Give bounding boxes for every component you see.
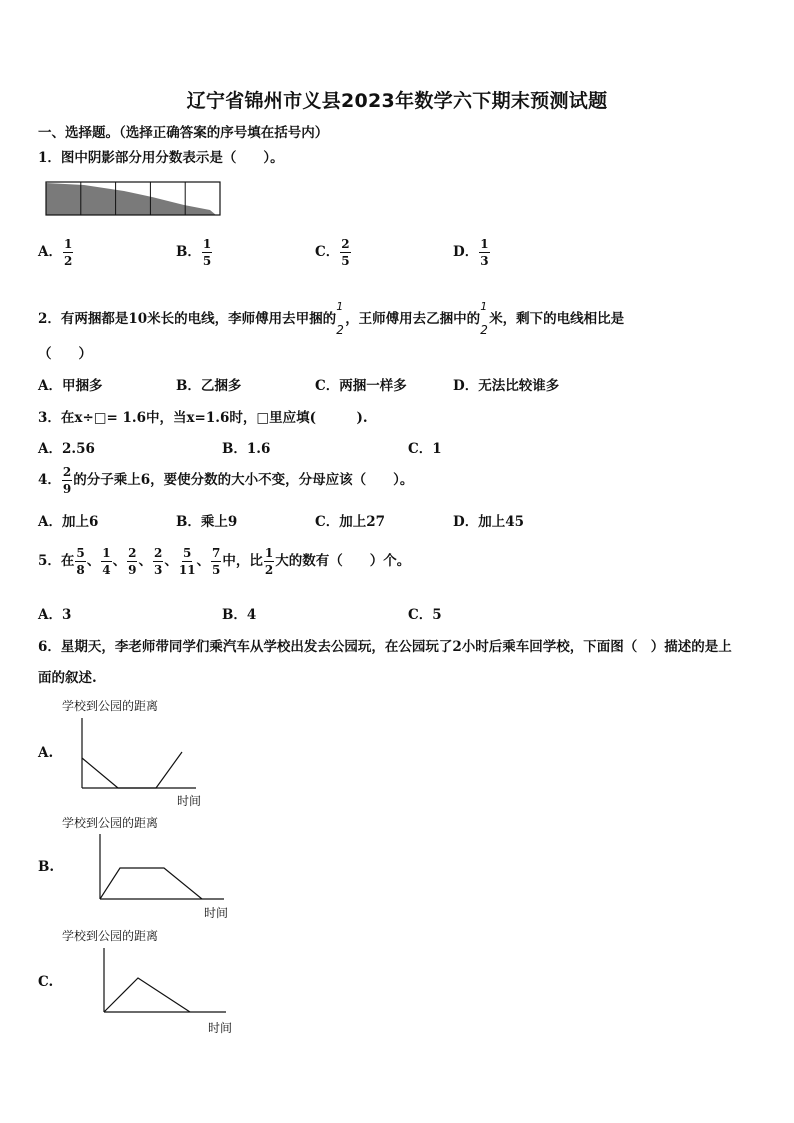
numerator: 1 <box>480 237 489 251</box>
denominator: 3 <box>480 254 489 268</box>
q2-option-b[interactable]: B．乙捆多 <box>176 378 242 394</box>
numerator: 5 <box>183 546 192 560</box>
question-4-stem <box>38 466 413 495</box>
q2-text-part1: 2．有两捆都是10米长的电线，李师傅用去甲捆的 <box>38 311 337 327</box>
question-6-stem-line2: 面的叙述. <box>38 670 97 686</box>
graph-a-xlabel: 时间 <box>177 794 202 808</box>
question-3-stem: 3．在x÷□= 1.6中，当x=1.6时，□里应填( ). <box>38 410 368 426</box>
numerator: 2 <box>128 546 137 560</box>
graph-b-option[interactable]: B. <box>38 859 55 875</box>
q2-option-a[interactable]: A．甲捆多 <box>38 378 103 394</box>
denominator: 2 <box>480 323 488 337</box>
question-5-stem <box>38 547 410 576</box>
distance-line <box>100 868 202 899</box>
q1-option-c[interactable] <box>315 238 352 267</box>
graph-a-ylabel: 学校到公园的距离 <box>62 699 159 713</box>
graph-b-xlabel: 时间 <box>204 906 229 920</box>
graph-b <box>88 828 228 906</box>
denominator: 11 <box>178 563 196 577</box>
separator: 、 <box>138 553 152 569</box>
question-1-stem: 1．图中阴影部分用分数表示是（ ）。 <box>38 150 284 166</box>
denominator: 4 <box>102 563 111 577</box>
option-letter: B． <box>176 244 201 260</box>
denominator: 2 <box>264 563 274 577</box>
q3-option-a[interactable]: A．2.56 <box>38 441 95 457</box>
q4-text: 的分子乘上6，要使分数的大小不变，分母应该（ ）。 <box>73 472 414 488</box>
fraction <box>63 238 73 267</box>
q5-option-c[interactable]: C．5 <box>408 607 442 623</box>
fraction <box>153 547 163 576</box>
fraction <box>211 547 221 576</box>
fraction <box>127 547 137 576</box>
fraction <box>264 547 274 576</box>
numerator: 2 <box>341 237 350 251</box>
denominator: 2 <box>336 323 344 337</box>
numerator: 1 <box>336 300 344 313</box>
section-heading: 一、选择题。（选择正确答案的序号填在括号内） <box>38 125 329 141</box>
graph-c-xlabel: 时间 <box>208 1021 233 1035</box>
q4-option-a[interactable]: A．加上6 <box>38 514 99 530</box>
shaded-region <box>46 183 216 215</box>
fraction <box>62 466 72 495</box>
q5-suffix: 大的数有（ ）个。 <box>275 553 411 569</box>
option-letter: A． <box>38 244 62 260</box>
graph-c-ylabel: 学校到公园的距离 <box>62 929 159 943</box>
q4-option-c[interactable]: C．加上27 <box>315 514 386 530</box>
graph-a-option[interactable]: A. <box>38 745 54 761</box>
fraction <box>179 547 196 576</box>
q1-option-a[interactable] <box>38 238 74 267</box>
q5-mid: 中，比 <box>222 553 263 569</box>
q4-option-b[interactable]: B．乘上9 <box>176 514 238 530</box>
separator: 、 <box>164 553 178 569</box>
q1-option-b[interactable] <box>176 238 213 267</box>
graph-b-ylabel: 学校到公园的距离 <box>62 816 159 830</box>
numerator: 7 <box>212 546 221 560</box>
denominator: 9 <box>62 482 72 496</box>
distance-line <box>82 752 182 788</box>
question-2-stem <box>38 300 625 337</box>
q5-option-b[interactable]: B．4 <box>222 607 257 623</box>
q5-option-a[interactable]: A．3 <box>38 607 72 623</box>
q1-shaded-strip <box>44 180 222 218</box>
denominator: 5 <box>341 254 350 268</box>
page-title: 辽宁省锦州市义县2023年数学六下期末预测试题 <box>186 90 608 112</box>
q4-option-d[interactable]: D．加上45 <box>453 514 524 530</box>
denominator: 9 <box>128 563 137 577</box>
q2-option-d[interactable]: D．无法比较谁多 <box>453 378 560 394</box>
numerator: 5 <box>76 546 85 560</box>
q2-option-c[interactable]: C．两捆一样多 <box>315 378 407 394</box>
denominator: 3 <box>153 563 163 577</box>
numerator: 1 <box>202 237 212 251</box>
numerator: 2 <box>153 546 163 560</box>
numerator: 1 <box>480 300 488 313</box>
q2-text-part3: 米，剩下的电线相比是 <box>489 311 625 327</box>
fraction <box>340 238 350 267</box>
denominator: 5 <box>212 563 221 577</box>
q2-text-part2: ，王师傅用去乙捆中的 <box>345 311 481 327</box>
separator: 、 <box>112 553 127 569</box>
separator: 、 <box>196 553 211 569</box>
option-letter: C． <box>315 244 340 260</box>
numerator: 1 <box>102 546 111 560</box>
numerator: 1 <box>264 546 274 560</box>
q3-option-b[interactable]: B．1.6 <box>222 441 271 457</box>
graph-a <box>70 712 200 794</box>
denominator: 8 <box>76 563 85 577</box>
option-letter: D． <box>453 244 479 260</box>
graph-c <box>92 942 232 1018</box>
question-2-blank: （ ） <box>38 346 92 362</box>
fraction <box>479 238 489 267</box>
denominator: 5 <box>202 254 212 268</box>
separator: 、 <box>86 553 101 569</box>
fraction <box>101 547 111 576</box>
distance-line <box>104 978 190 1012</box>
fraction <box>202 238 212 267</box>
q3-option-c[interactable]: C．1 <box>408 441 442 457</box>
numerator: 2 <box>62 465 72 479</box>
denominator: 2 <box>63 254 73 268</box>
q5-prefix: 5．在 <box>38 553 75 569</box>
q1-option-d[interactable] <box>453 238 491 267</box>
question-6-stem-line1: 6．星期天，李老师带同学们乘汽车从学校出发去公园玩，在公园玩了2小时后乘车回学校，下面图（ ）描述的是上 <box>38 639 732 655</box>
question-number: 4． <box>38 472 61 488</box>
numerator: 1 <box>63 237 73 251</box>
fraction <box>75 547 85 576</box>
graph-c-option[interactable]: C. <box>38 974 54 990</box>
